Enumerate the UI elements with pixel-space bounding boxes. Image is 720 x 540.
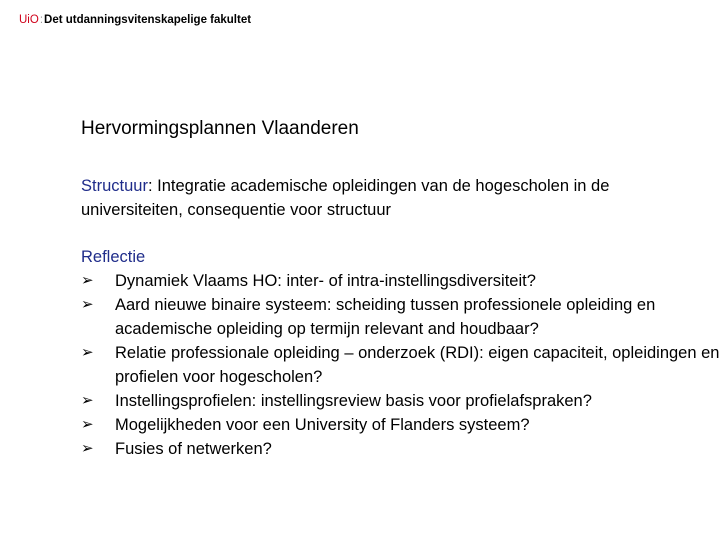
list-item xyxy=(81,437,720,461)
logo-divider: : xyxy=(39,14,44,26)
arrowhead-bullet-icon: ➢ xyxy=(81,392,94,409)
list-item-text: Dynamiek Vlaams HO: inter- of intra-instellingsdiversiteit? xyxy=(115,272,536,290)
structuur-text: : Integratie academische opleidingen van de hogescholen in de universiteiten, consequentie voor structuur xyxy=(81,177,610,219)
uio-logo: UiO xyxy=(19,14,39,26)
arrowhead-bullet-icon: ➢ xyxy=(81,416,94,433)
faculty-name: Det utdanningsvitenskapelige fakultet xyxy=(44,14,252,26)
list-item xyxy=(81,269,720,293)
list-item-text: Aard nieuwe binaire systeem: scheiding tussen professionele opleiding en academische opleiding op termijn relevant and houdbaar? xyxy=(115,296,656,338)
arrowhead-bullet-icon: ➢ xyxy=(81,272,94,289)
reflectie-label: Reflectie xyxy=(81,248,146,266)
structuur-paragraph xyxy=(81,174,691,222)
list-item xyxy=(81,413,720,437)
arrowhead-bullet-icon: ➢ xyxy=(81,344,94,361)
list-item-text: Relatie professionale opleiding – onderzoek (RDI): eigen capaciteit, opleidingen en profielen voor hogescholen? xyxy=(115,344,720,386)
header xyxy=(19,14,251,26)
list-item xyxy=(81,341,720,389)
slide-title: Hervormingsplannen Vlaanderen xyxy=(81,118,359,139)
arrowhead-bullet-icon: ➢ xyxy=(81,440,94,457)
list-item-text: Mogelijkheden voor een University of Flanders systeem? xyxy=(115,416,530,434)
reflectie-list xyxy=(81,269,720,461)
list-item xyxy=(81,389,720,413)
reflectie-section xyxy=(81,245,720,461)
structuur-label: Structuur xyxy=(81,177,148,195)
list-item-text: Fusies of netwerken? xyxy=(115,440,272,458)
list-item-text: Instellingsprofielen: instellingsreview basis voor profielafspraken? xyxy=(115,392,592,410)
list-item xyxy=(81,293,720,341)
arrowhead-bullet-icon: ➢ xyxy=(81,296,94,313)
